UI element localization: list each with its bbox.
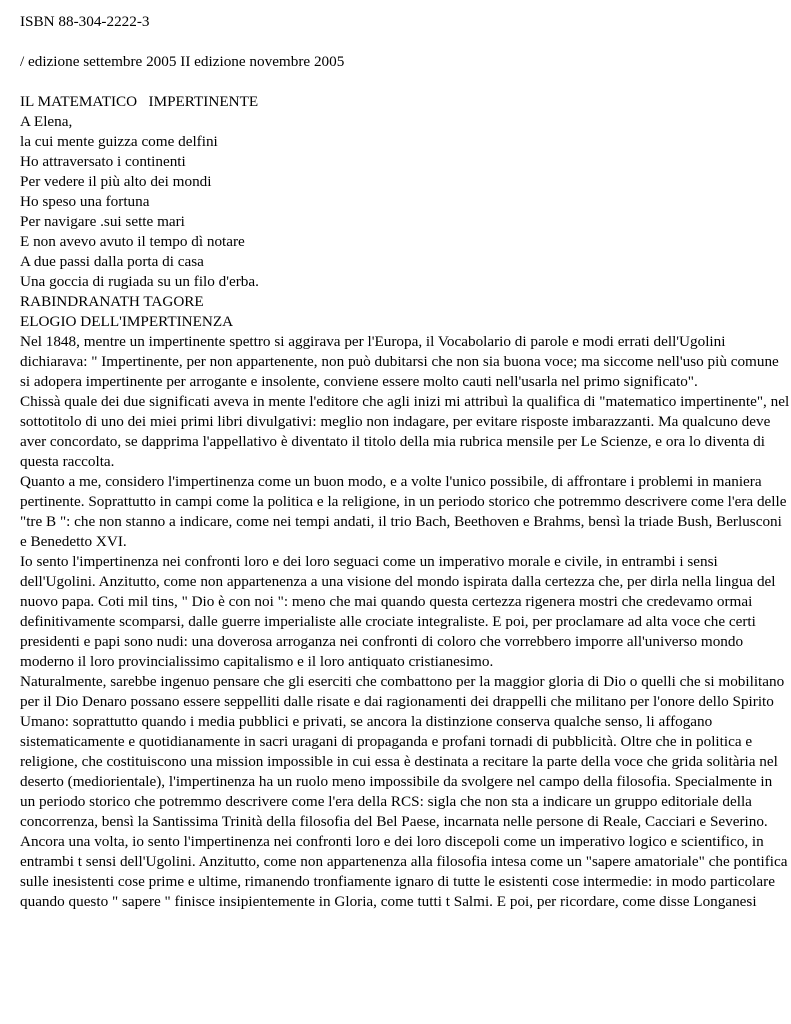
- edition-line: / edizione settembre 2005 II edizione novembre 2005: [20, 53, 345, 70]
- epigraph-line: E non avevo avuto il tempo dì notare: [20, 233, 245, 250]
- spacer: [20, 32, 790, 52]
- epigraph: [20, 132, 790, 292]
- spacer: [20, 72, 790, 92]
- epigraph-author: RABINDRANATH TAGORE: [20, 293, 204, 310]
- paragraph: Io sento l'impertinenza nei confronti loro e dei loro seguaci come un imperativo morale e civile, in entrambi i sensi dell'Ugolini. Anzitutto, come non appartenenza a una visione del mondo ispirata dalla certezza che, per dirla nella lingua del nuovo papa. Coti mil tins, " Dio è con noi ": meno che mai quando questa certezza rigenera mostri che credevamo ormai definitivamente scomparsi, dalle guerre imperialiste alle crociate integraliste. E poi, per proclamare ad alta voce che certi presidenti e papi sono nudi: una doverosa arroganza nei confronti di coloro che vorrebbero imporre all'universo mondo moderno il loro provincialissimo capitalismo e il loro antiquato cristianesimo.: [20, 553, 776, 670]
- epigraph-line: Ho speso una fortuna: [20, 193, 150, 210]
- isbn-line: ISBN 88-304-2222-3: [20, 13, 150, 30]
- paragraph: Quanto a me, considero l'impertinenza come un buon modo, e a volte l'unico possibile, di affrontare i problemi in maniera pertinente. Soprattutto in campi come la politica e la religione, in un periodo storico che potremmo descrivere come l'era delle "tre B ": che non stanno a indicare, come nei tempi andati, il trio Bach, Beethoven e Brahms, bensì la triade Bush, Berlusconi e Benedetto XVI.: [20, 473, 787, 550]
- paragraph: Nel 1848, mentre un impertinente spettro si aggirava per l'Europa, il Vocabolario di parole e modi errati dell'Ugolini dichiarava: " Impertinente, per non appartenente, non può dubitarsi che non sia buona voce; ma siccome nell'uso più comune si adopera impertinente per arrogante e insolente, conviene essere molto cauti nell'usarla nel primo significato".: [20, 333, 779, 390]
- chapter-title: ELOGIO DELL'IMPERTINENZA: [20, 313, 234, 330]
- document-page: [20, 12, 790, 912]
- epigraph-line: la cui mente guizza come delfini: [20, 133, 218, 150]
- dedication: A Elena,: [20, 113, 73, 130]
- epigraph-line: Ho attraversato i continenti: [20, 153, 186, 170]
- book-title: IL MATEMATICO IMPERTINENTE: [20, 93, 259, 110]
- paragraph: Chissà quale dei due significati aveva in mente l'editore che agli inizi mi attribuì la qualifica di "matematico impertinente", nel sottotitolo di uno dei miei primi libri divulgativi: meglio non indagare, per evitare risposte imbarazzanti. Ma qualcuno deve aver concordato, se dapprima l'appellativo è diventato il titolo della mia rubrica mensile per Le Scienze, e ora lo diventa di questa raccolta.: [20, 393, 790, 470]
- paragraph: Naturalmente, sarebbe ingenuo pensare che gli eserciti che combattono per la maggior gloria di Dio o quelli che si mobilitano per il Dio Denaro possano essere seppelliti dalle risate e dai ragionamenti dei drappelli che militano per l'onore dello Spirito Umano: soprattutto quando i media pubblici e privati, se ancora la distinzione conserva qualche senso, li affogano sistematicamente e quotidianamente in sacri uragani di propaganda e profani tornadi di pubblicità. Oltre che in politica e religione, che costituiscono una mission impossible in cui essa è destinata a recitare la parte della voce che grida solitària nel deserto (mediorientale), l'impertinenza ha un ruolo meno impossibile da svolgere nel campo della filosofia. Specialmente in un periodo storico che potremmo descrivere come l'era della RCS: sigla che non sta a indicare un gruppo editoriale della concorrenza, bensì la Santissima Trinità della filosofia del Bel Paese, incarnata nelle persone di Reale, Cacciari e Severino. Ancora una volta, io sento l'impertinenza nei confronti loro e dei loro discepoli come un imperativo logico e scientifico, in entrambi t sensi dell'Ugolini. Anzitutto, come non appartenenza alla filosofia intesa come un "sapere amatoriale" che pontifica sulle inesistenti cose prime e ultime, rimanendo tronfiamente ignaro di tutte le esistenti cose intermedie: in modo particolare quando questo " sapere " finisce insipientemente in Gloria, come tutti t Salmi. E poi, per ricordare, come disse Longanesi: [20, 673, 788, 910]
- body-text: [20, 332, 790, 912]
- epigraph-line: Per vedere il più alto dei mondi: [20, 173, 212, 190]
- epigraph-line: Per navigare .sui sette mari: [20, 213, 185, 230]
- epigraph-line: Una goccia di rugiada su un filo d'erba.: [20, 273, 259, 290]
- epigraph-line: A due passi dalla porta di casa: [20, 253, 204, 270]
